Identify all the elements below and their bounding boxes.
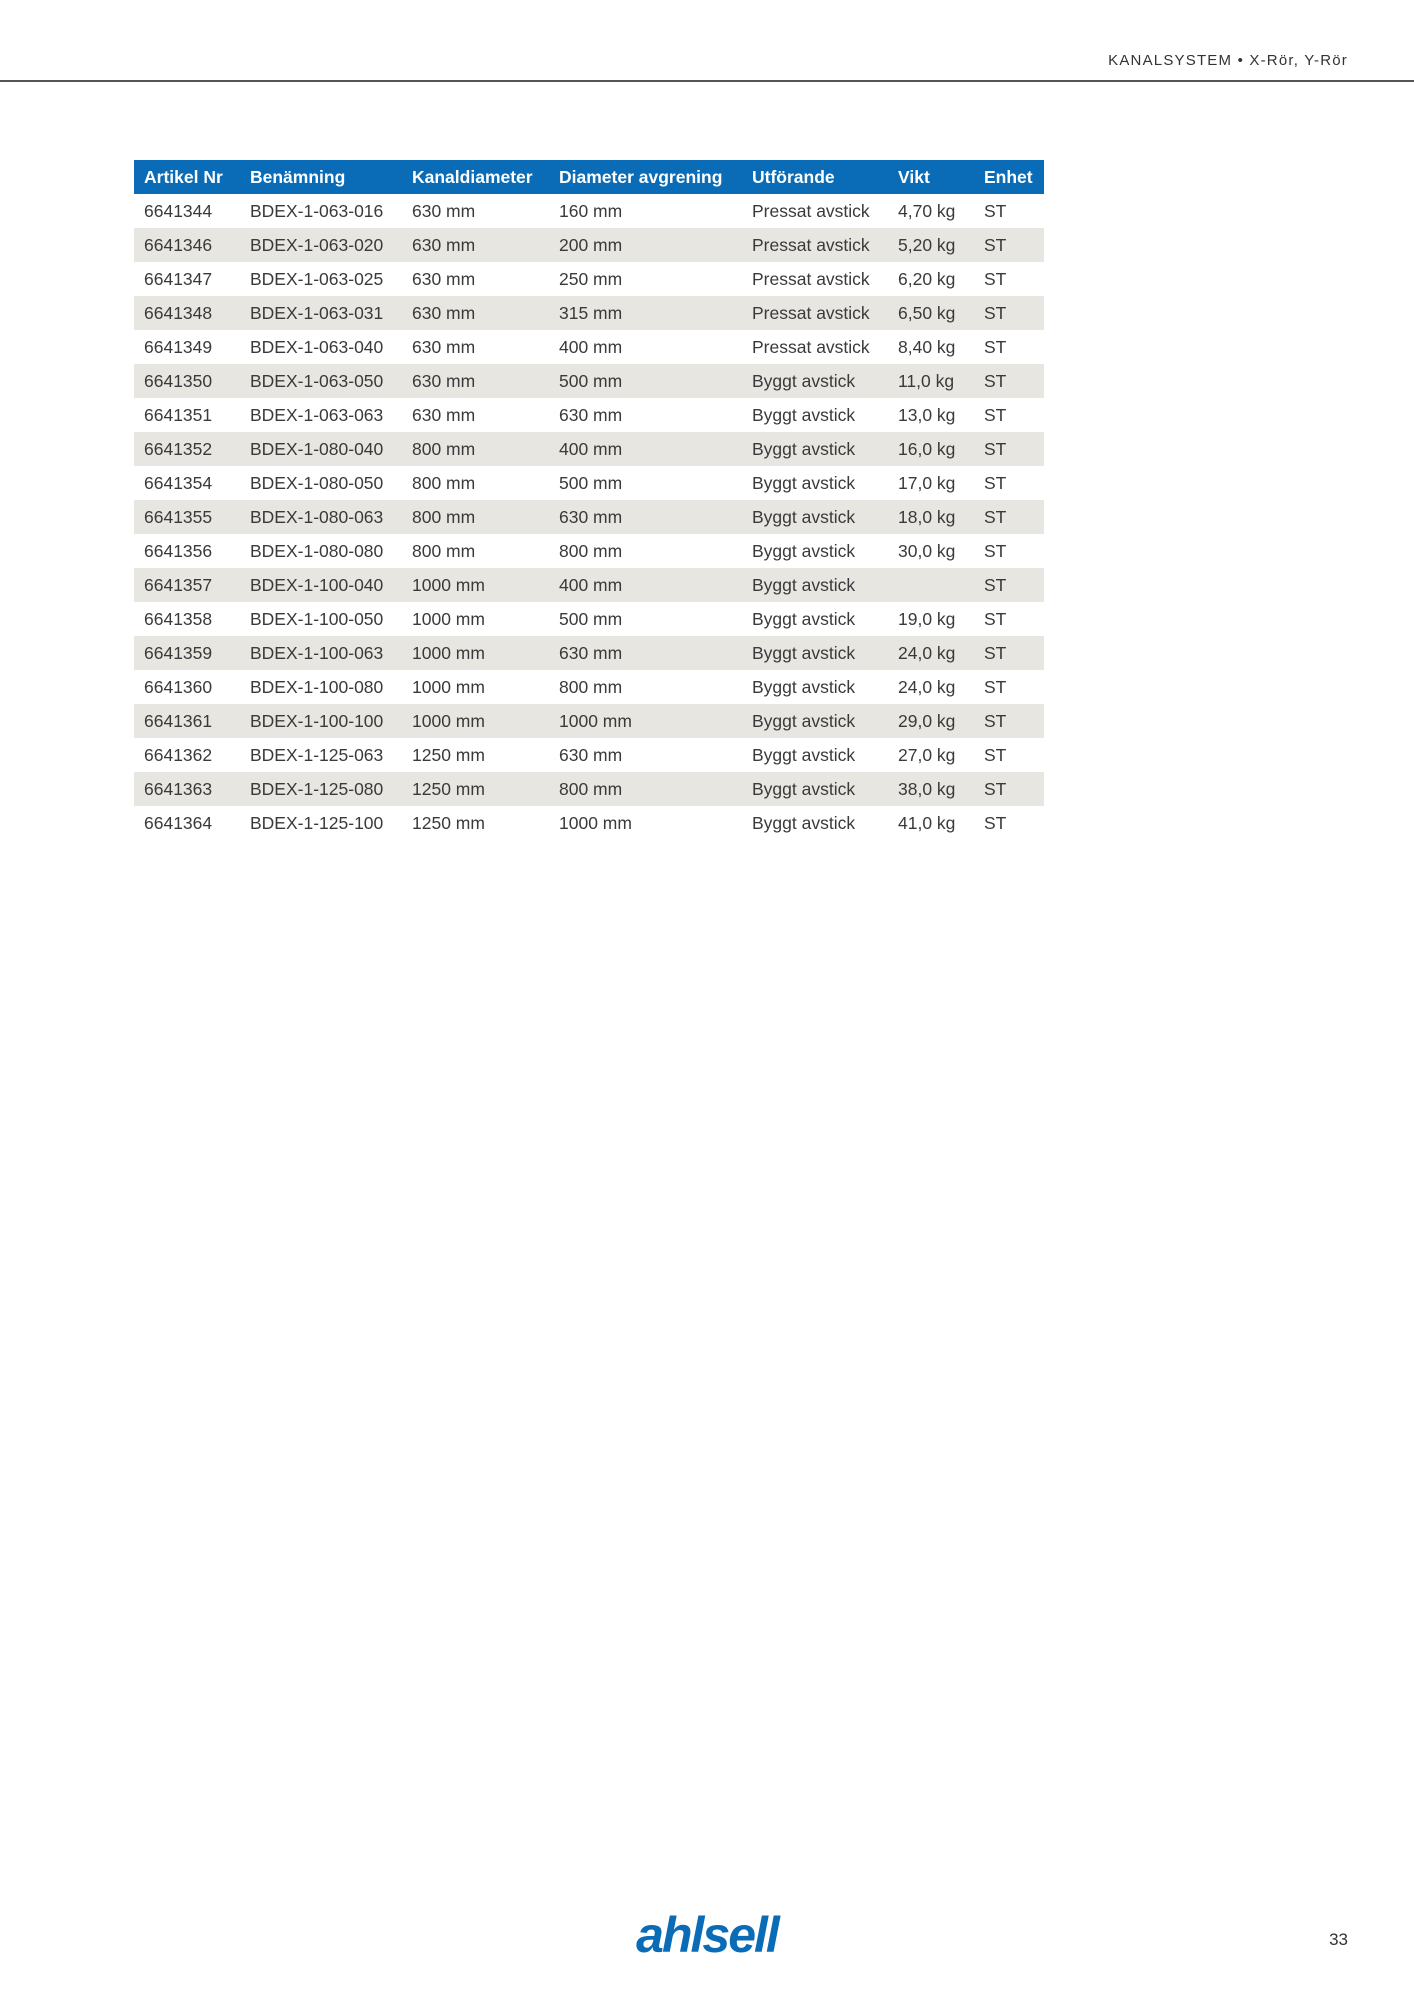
- table-row: [134, 670, 1044, 704]
- table-cell: 41,0 kg: [888, 806, 974, 840]
- table-cell: 38,0 kg: [888, 772, 974, 806]
- table-row: [134, 738, 1044, 772]
- table-cell: 160 mm: [549, 194, 742, 228]
- table-cell: Byggt avstick: [742, 432, 888, 466]
- table-row: [134, 636, 1044, 670]
- table-cell: ST: [974, 432, 1044, 466]
- table-cell: 6,20 kg: [888, 262, 974, 296]
- table-cell: 800 mm: [402, 432, 549, 466]
- table-cell: BDEX-1-063-040: [240, 330, 402, 364]
- table-cell: 630 mm: [402, 364, 549, 398]
- table-cell: BDEX-1-080-050: [240, 466, 402, 500]
- table-cell: 24,0 kg: [888, 670, 974, 704]
- table-cell: Pressat avstick: [742, 262, 888, 296]
- table-cell: BDEX-1-100-040: [240, 568, 402, 602]
- table-cell: BDEX-1-100-100: [240, 704, 402, 738]
- table-cell: ST: [974, 806, 1044, 840]
- table-cell: 800 mm: [549, 670, 742, 704]
- table-cell: BDEX-1-080-080: [240, 534, 402, 568]
- table-cell: 8,40 kg: [888, 330, 974, 364]
- table-cell: ST: [974, 602, 1044, 636]
- table-cell: BDEX-1-125-100: [240, 806, 402, 840]
- table-cell: ST: [974, 296, 1044, 330]
- table-cell: 500 mm: [549, 364, 742, 398]
- table-cell: ST: [974, 534, 1044, 568]
- table-cell: 500 mm: [549, 466, 742, 500]
- table-cell: BDEX-1-063-025: [240, 262, 402, 296]
- table-cell: Byggt avstick: [742, 772, 888, 806]
- table-row: [134, 534, 1044, 568]
- column-header: Diameter avgrening: [549, 160, 742, 194]
- table-cell: 1250 mm: [402, 806, 549, 840]
- table-cell: ST: [974, 398, 1044, 432]
- product-table: [134, 160, 1044, 840]
- table-cell: Byggt avstick: [742, 568, 888, 602]
- table-cell: 6641347: [134, 262, 240, 296]
- table-cell: Pressat avstick: [742, 296, 888, 330]
- table-cell: Pressat avstick: [742, 194, 888, 228]
- table-cell: 800 mm: [549, 534, 742, 568]
- table-cell: 1000 mm: [402, 636, 549, 670]
- table-row: [134, 602, 1044, 636]
- table-cell: 6641357: [134, 568, 240, 602]
- table-cell: 5,20 kg: [888, 228, 974, 262]
- table-cell: 6641346: [134, 228, 240, 262]
- table-row: [134, 772, 1044, 806]
- table-cell: 800 mm: [402, 466, 549, 500]
- table-cell: 630 mm: [402, 398, 549, 432]
- table-row: [134, 704, 1044, 738]
- section-header: KANALSYSTEM • X-Rör, Y-Rör: [1108, 52, 1348, 69]
- table-cell: 11,0 kg: [888, 364, 974, 398]
- table-cell: 6641354: [134, 466, 240, 500]
- table-cell: ST: [974, 772, 1044, 806]
- table-cell: 16,0 kg: [888, 432, 974, 466]
- table-row: [134, 432, 1044, 466]
- table-cell: BDEX-1-063-031: [240, 296, 402, 330]
- table-row: [134, 398, 1044, 432]
- table-cell: ST: [974, 636, 1044, 670]
- table-cell: 315 mm: [549, 296, 742, 330]
- table-cell: Byggt avstick: [742, 806, 888, 840]
- table-cell: BDEX-1-125-080: [240, 772, 402, 806]
- table-cell: Pressat avstick: [742, 330, 888, 364]
- table-cell: BDEX-1-080-040: [240, 432, 402, 466]
- table-cell: BDEX-1-063-050: [240, 364, 402, 398]
- page-number: 33: [1329, 1930, 1348, 1949]
- table-cell: 6641362: [134, 738, 240, 772]
- table-cell: Byggt avstick: [742, 602, 888, 636]
- table-cell: ST: [974, 738, 1044, 772]
- table-cell: ST: [974, 228, 1044, 262]
- table-cell: Byggt avstick: [742, 500, 888, 534]
- table-cell: BDEX-1-063-020: [240, 228, 402, 262]
- table-cell: Byggt avstick: [742, 364, 888, 398]
- table-row: [134, 806, 1044, 840]
- table-row: [134, 466, 1044, 500]
- table-cell: 13,0 kg: [888, 398, 974, 432]
- table-cell: Byggt avstick: [742, 704, 888, 738]
- table-cell: 19,0 kg: [888, 602, 974, 636]
- table-cell: ST: [974, 568, 1044, 602]
- table-cell: BDEX-1-100-063: [240, 636, 402, 670]
- table-cell: 1250 mm: [402, 738, 549, 772]
- table-cell: 6641344: [134, 194, 240, 228]
- table-cell: ST: [974, 704, 1044, 738]
- table-cell: 630 mm: [549, 500, 742, 534]
- column-header: Kanaldiameter: [402, 160, 549, 194]
- table-cell: 800 mm: [402, 500, 549, 534]
- table-body: [134, 194, 1044, 840]
- table-cell: ST: [974, 194, 1044, 228]
- table-cell: Byggt avstick: [742, 670, 888, 704]
- table-cell: 6641356: [134, 534, 240, 568]
- table-cell: 1000 mm: [402, 602, 549, 636]
- column-header: Vikt: [888, 160, 974, 194]
- column-header: Benämning: [240, 160, 402, 194]
- table-cell: [888, 568, 974, 602]
- table-header: [134, 160, 1044, 194]
- table-cell: 6641349: [134, 330, 240, 364]
- ahlsell-logo: [560, 1900, 854, 1970]
- table-cell: 630 mm: [402, 262, 549, 296]
- table-cell: 1000 mm: [549, 704, 742, 738]
- table-cell: 1250 mm: [402, 772, 549, 806]
- table-cell: ST: [974, 466, 1044, 500]
- table-row: [134, 330, 1044, 364]
- table-cell: 630 mm: [402, 228, 549, 262]
- table-cell: 27,0 kg: [888, 738, 974, 772]
- table-cell: 6641363: [134, 772, 240, 806]
- table-row: [134, 194, 1044, 228]
- table-row: [134, 228, 1044, 262]
- table-cell: 1000 mm: [402, 568, 549, 602]
- table-cell: 6641358: [134, 602, 240, 636]
- table-cell: 630 mm: [402, 330, 549, 364]
- table-cell: 6641351: [134, 398, 240, 432]
- table-cell: BDEX-1-100-080: [240, 670, 402, 704]
- table-cell: Byggt avstick: [742, 636, 888, 670]
- table-cell: 1000 mm: [402, 670, 549, 704]
- table-cell: ST: [974, 330, 1044, 364]
- table-header-row: [134, 160, 1044, 194]
- table-cell: Byggt avstick: [742, 466, 888, 500]
- table-cell: BDEX-1-080-063: [240, 500, 402, 534]
- table-cell: 6641352: [134, 432, 240, 466]
- table-cell: ST: [974, 262, 1044, 296]
- table-cell: 630 mm: [549, 738, 742, 772]
- table-cell: 630 mm: [402, 296, 549, 330]
- table-cell: Byggt avstick: [742, 738, 888, 772]
- table-cell: 6641355: [134, 500, 240, 534]
- table-cell: 1000 mm: [549, 806, 742, 840]
- table-cell: Byggt avstick: [742, 398, 888, 432]
- table-cell: 6641359: [134, 636, 240, 670]
- table-cell: 6641361: [134, 704, 240, 738]
- table-cell: 630 mm: [402, 194, 549, 228]
- table-row: [134, 296, 1044, 330]
- table-cell: 4,70 kg: [888, 194, 974, 228]
- table-cell: 630 mm: [549, 636, 742, 670]
- table-cell: 250 mm: [549, 262, 742, 296]
- table-cell: 6641348: [134, 296, 240, 330]
- column-header: Enhet: [974, 160, 1044, 194]
- table-cell: 18,0 kg: [888, 500, 974, 534]
- table-cell: BDEX-1-063-016: [240, 194, 402, 228]
- table-cell: 400 mm: [549, 330, 742, 364]
- table-cell: 500 mm: [549, 602, 742, 636]
- table-cell: ST: [974, 500, 1044, 534]
- table-cell: 30,0 kg: [888, 534, 974, 568]
- table-row: [134, 568, 1044, 602]
- table-cell: 6641364: [134, 806, 240, 840]
- table-cell: 400 mm: [549, 432, 742, 466]
- table-cell: 800 mm: [549, 772, 742, 806]
- table-cell: 29,0 kg: [888, 704, 974, 738]
- table-cell: BDEX-1-100-050: [240, 602, 402, 636]
- table-cell: 400 mm: [549, 568, 742, 602]
- table-row: [134, 500, 1044, 534]
- table-cell: BDEX-1-063-063: [240, 398, 402, 432]
- header-divider: [0, 80, 1414, 82]
- table-cell: 200 mm: [549, 228, 742, 262]
- column-header: Artikel Nr: [134, 160, 240, 194]
- table-cell: 630 mm: [549, 398, 742, 432]
- table-cell: 6641360: [134, 670, 240, 704]
- table-cell: 6,50 kg: [888, 296, 974, 330]
- table-cell: 17,0 kg: [888, 466, 974, 500]
- table-cell: 6641350: [134, 364, 240, 398]
- table-cell: Pressat avstick: [742, 228, 888, 262]
- table-cell: 24,0 kg: [888, 636, 974, 670]
- table-row: [134, 262, 1044, 296]
- table-cell: BDEX-1-125-063: [240, 738, 402, 772]
- table-cell: 1000 mm: [402, 704, 549, 738]
- column-header: Utförande: [742, 160, 888, 194]
- table-row: [134, 364, 1044, 398]
- table-cell: Byggt avstick: [742, 534, 888, 568]
- table-cell: ST: [974, 670, 1044, 704]
- table-cell: 800 mm: [402, 534, 549, 568]
- table-cell: ST: [974, 364, 1044, 398]
- logo-wordmark: ahlsell: [636, 1907, 778, 1963]
